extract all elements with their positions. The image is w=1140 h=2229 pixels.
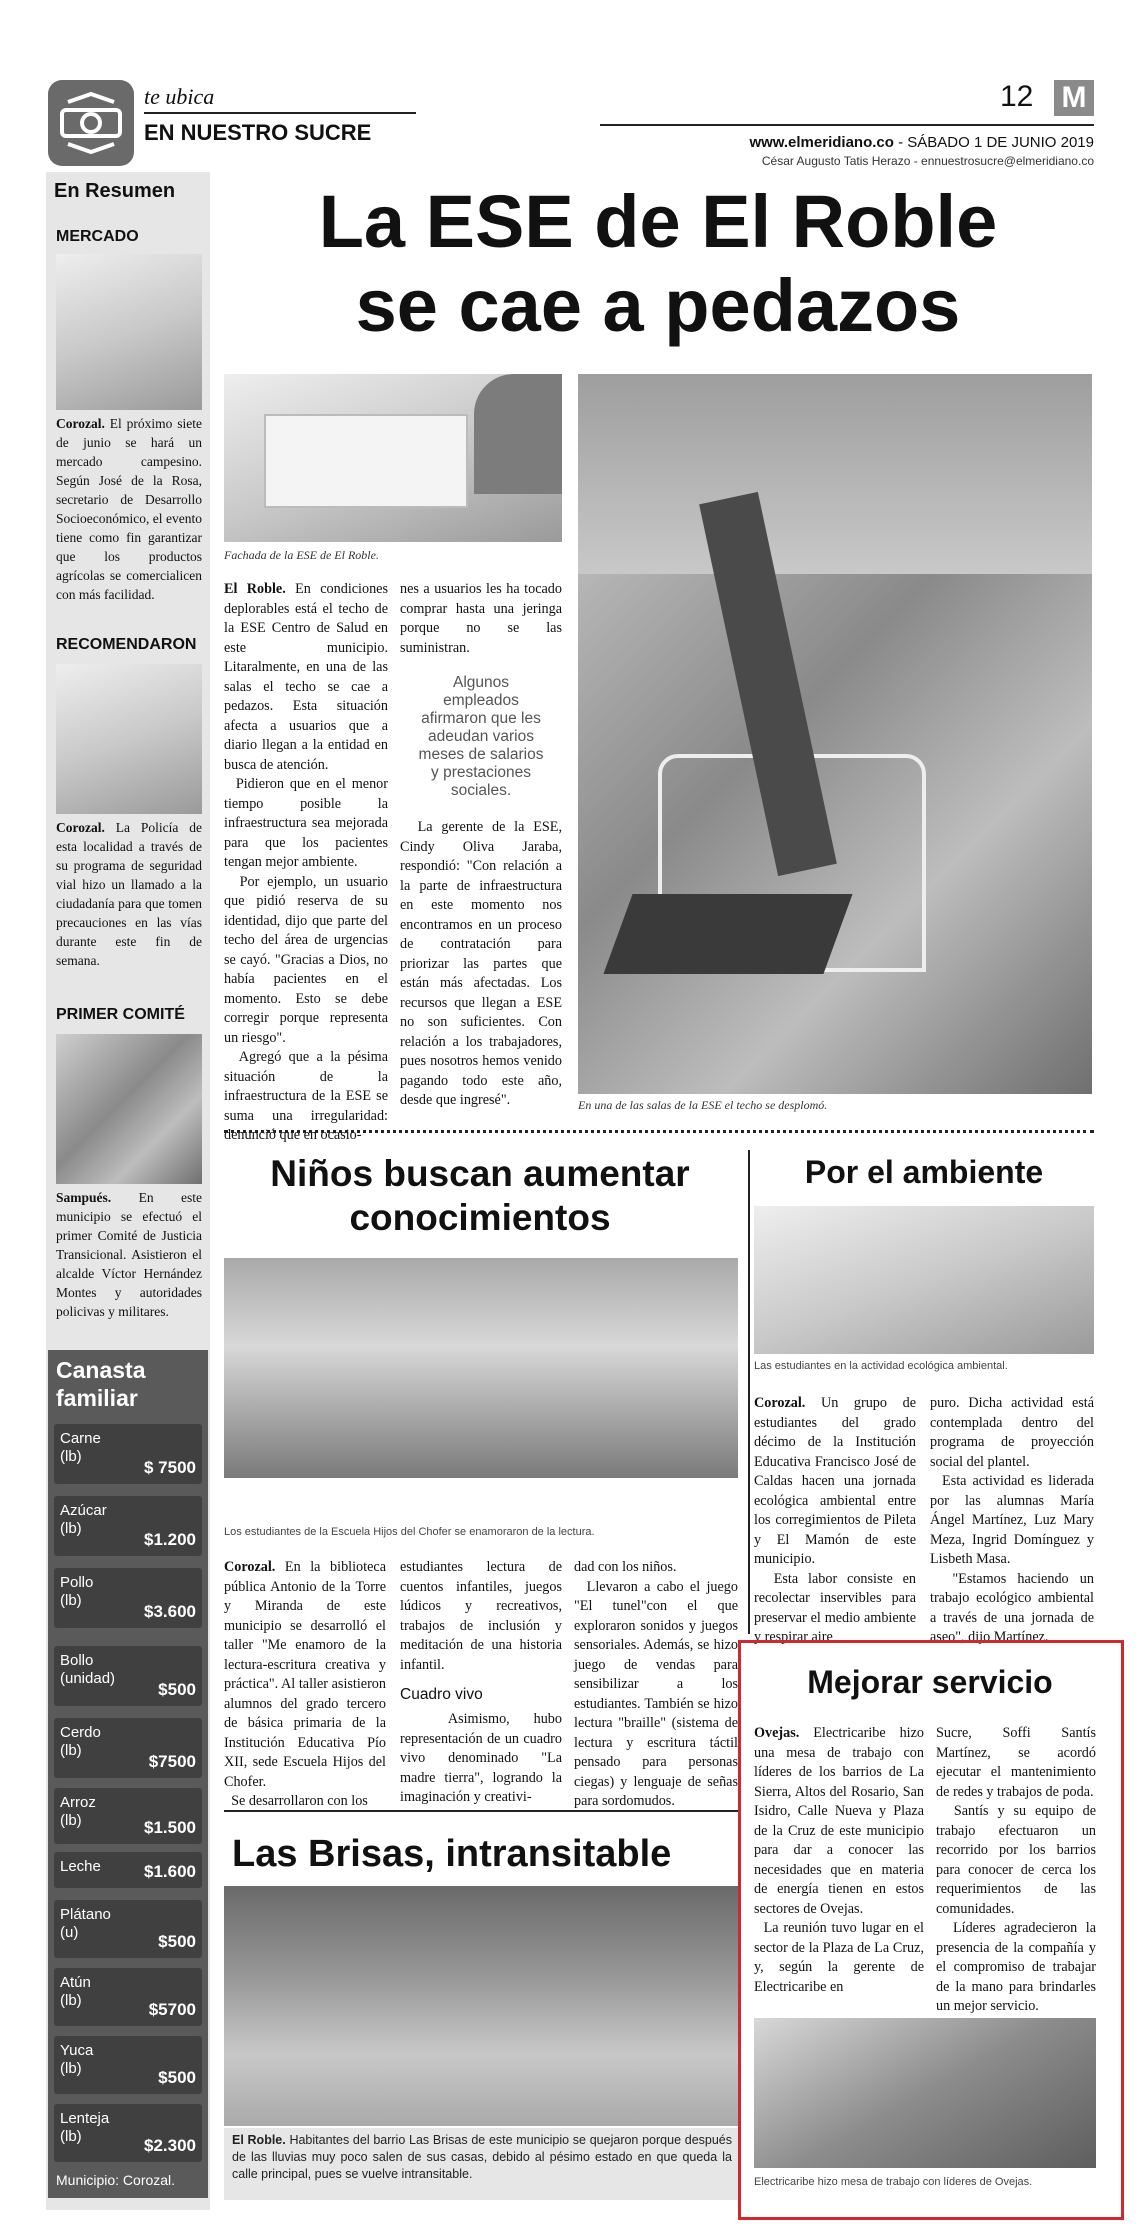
sidebar-heading: RECOMENDARON	[56, 636, 197, 653]
brisas-caption	[232, 2132, 732, 2183]
price-row: Cerdo (lb) $7500	[54, 1718, 202, 1778]
masthead-date	[560, 134, 1094, 151]
sidebar-heading: MERCADO	[56, 228, 139, 245]
pull-quote: Algunos empleados afirmaron que les adeudan varios meses de salarios y prestaciones sociales.	[418, 674, 544, 799]
photo-ninos	[224, 1258, 738, 1478]
site-url[interactable]: www.elmeridiano.co	[749, 134, 894, 151]
sidebar-body: En este municipio se efectuó el primer Comité de Justicia Transicional. Asistieron el alcalde Víctor Hernández Montes y autoridades policivas y militares.	[56, 1190, 202, 1319]
photo-brisas	[224, 1886, 738, 2126]
photo-fachada	[224, 374, 562, 542]
date-text: - SÁBADO 1 DE JUNIO 2019	[893, 134, 1094, 151]
article-column: estudiantes lectura de cuentos infantiles, juegos lúdicos y recreativos, trabajos de inclusión y meditación de una historia infantil.	[400, 1559, 562, 1673]
price-row: Atún (lb) $5700	[54, 1968, 202, 2026]
sidebar-body: La Policía de esta localidad a través de su programa de seguridad vial hizo un llamado a la ciudadanía para que tomen precauciones en las vías durante este fin de semana.	[56, 820, 202, 968]
price-row: Yuca (lb) $500	[54, 2036, 202, 2094]
section-logo-icon	[48, 80, 134, 166]
price-row: Arroz (lb) $1.500	[54, 1788, 202, 1844]
sidebar-title: En Resumen	[54, 180, 176, 202]
headline-line: se cae a pedazos	[355, 264, 961, 347]
headline-line: La ESE de El Roble	[318, 180, 998, 263]
photo-caption: Los estudiantes de la Escuela Hijos del Chofer se enamoraron de la lectura.	[224, 1526, 595, 1538]
caption-lead: El Roble.	[232, 2133, 286, 2147]
article-column: dad con los niños. Llevaron a cabo el juego "El tunel"con el que exploraron sonidos y juegos sensoriales. Además, se hizo juego de vendas para sensibilizar a los estudiantes. También se hizo lectura "braille" (sistema de lectura y escritura táctil pensado para personas ciegas) y lenguaje de señas para sordomudos.	[574, 1559, 738, 1809]
article-column: Corozal. Un grupo de estudiantes del grado décimo de la Institución Educativa Francisco José de Caldas hacen una jornada ecológica ambiental entre los corregimientos de Pileta y El Mamón de este municipio. Esta labor consiste en recolectar inservibles para preservar el medio ambiente y respirar aire	[754, 1395, 916, 1645]
article-column: El Roble. En condiciones deplorables está el techo de la ESE Centro de Salud en este municipio. Litaralmente, en una de las salas el techo se cae a pedazos. Esta situación afecta a usuarios que a diario llegan a la entidad en busca de atención. Pidieron que en el menor tiempo posible la infraestructura sea mejorada para que los pacientes tengan mejor ambiente. Por ejemplo, un usuario que pidió reserva de su identidad, dijo que parte del techo del área de urgencias se cayó. "Gracias a Dios, no había pacientes en el momento. Esto se debe corregir porque representa un riesgo". Agregó que a la pésima situación de la infraestructura de la ESE se suma una irregularidad: denunció que en ocasio-	[224, 581, 389, 1143]
photo-techo	[578, 374, 1092, 1094]
price-row: Plátano (u) $500	[54, 1900, 202, 1958]
servicio-headline: Mejorar servicio	[807, 1664, 1053, 1700]
photo-caption: En una de las salas de la ESE el techo se desplomó.	[578, 1098, 828, 1112]
canasta-title: Canasta familiar	[56, 1357, 146, 1411]
article-column: La gerente de la ESE, Cindy Oliva Jaraba, respondió: "Con relación a la parte de infraestructura en este momento nos encontramos en un proceso de contratación para priorizar las partes que están más afectadas. Los recursos que llegan a ESE no son suficientes. Con relación a los trabajadores, pues nosotros hemos venido pagando todo este año, desde que ingresé".	[400, 819, 562, 1108]
article-column: nes a usuarios les ha tocado comprar hasta una jeringa porque no se las suministran.	[400, 581, 562, 656]
section-title: EN NUESTRO SUCRE	[144, 120, 372, 145]
sidebar-body: El próximo siete de junio se hará un mercado campesino. Según José de la Rosa, secretario de Desarrollo Socioeconómico, el evento tiene como fin garantizar que los productos agrícolas se comercialicen con más facilidad.	[56, 416, 202, 602]
price-row: Lenteja (lb) $2.300	[54, 2104, 202, 2162]
sidebar	[54, 180, 204, 211]
article-column: Corozal. En la biblioteca pública Antonio de la Torre y Miranda de este municipio se desarrolló el taller "Me enamoro de la lectura-escritura creativa y práctica". Al taller asistieron alumnos del grado tercero de básica primaria de la Institución Educativa Pío XII, sede Escuela Hijos del Chofer. Se desarrollaron con los	[224, 1559, 386, 1809]
sidebar-photo-mercado	[56, 254, 202, 410]
sidebar-lead: Corozal.	[56, 416, 105, 431]
ambiente-headline: Por el ambiente	[804, 1154, 1044, 1190]
sidebar-photo-road	[56, 664, 202, 814]
price-row: Azúcar (lb) $1.200	[54, 1496, 202, 1556]
municipio-note: Municipio: Corozal.	[56, 2172, 176, 2188]
caption-body: Habitantes del barrio Las Brisas de este municipio se quejaron porque después de las lluvias muy poco salen de sus casas, debido al pésimo estado en que queda la calle principal, pues se vuelve intransitable.	[232, 2133, 732, 2181]
page-number: 12	[1000, 80, 1034, 113]
price-row: Carne (lb) $ 7500	[54, 1424, 202, 1484]
brisas-headline: Las Brisas, intransitable	[232, 1833, 672, 1875]
sidebar-lead: Sampués.	[56, 1190, 112, 1205]
sidebar-photo-comite	[56, 1034, 202, 1184]
price-row: Bollo (unidad) $500	[54, 1646, 202, 1706]
sidebar-heading: PRIMER COMITÉ	[56, 1006, 185, 1023]
price-row: Leche $1.600	[54, 1852, 202, 1888]
byline: César Augusto Tatis Herazo - ennuestrosucre@elmeridiano.co	[761, 154, 1094, 168]
photo-caption: Fachada de la ESE de El Roble.	[224, 548, 379, 562]
photo-caption: Las estudiantes en la actividad ecológica ambiental.	[754, 1360, 1008, 1372]
sidebar-item-text	[56, 818, 202, 970]
article-column: Sucre, Soffi Santís Martínez, se acordó ejecutar el mantenimiento de redes y trabajos de poda. Santís y su equipo de trabajo efectuaron un recorrido por los barrios para conocer de cerca los requerimientos de las comunidades. Líderes agradecieron la presencia de la compañía y el compromiso de trabajar de la mano para brindarles un mejor servicio.	[936, 1725, 1096, 2014]
article-column: puro. Dicha actividad está contemplada dentro del programa de proyección social del plantel. Esta actividad es liderada por las alumnas María Ángel Martínez, Luz Mary Meza, Ingrid Domínguez y Lisbeth Masa. "Estamos haciendo un trabajo ecológico ambiental a través de una jornada de aseo", dijo Martínez.	[930, 1395, 1094, 1645]
price-row: Pollo (lb) $3.600	[54, 1568, 202, 1628]
ninos-headline: Niños buscan aumentar conocimientos	[270, 1153, 690, 1238]
section-kicker: te ubica	[144, 84, 215, 109]
section-rule	[224, 1810, 738, 1812]
section-divider	[224, 1130, 1094, 1133]
article-column: Asimismo, hubo representación de un cuadro vivo denominado "La madre tierra", logrando la imaginación y creativi-	[400, 1711, 562, 1805]
column-rule	[748, 1150, 750, 1634]
photo-caption: Electricaribe hizo mesa de trabajo con líderes de Ovejas.	[754, 2176, 1033, 2188]
main-headline	[222, 180, 1094, 348]
brand-logo-icon: M	[1054, 80, 1094, 116]
photo-ambiente	[754, 1206, 1094, 1354]
sidebar-item-text	[56, 1188, 202, 1321]
subhead: Cuadro vivo	[400, 1686, 483, 1703]
sidebar-lead: Corozal.	[56, 820, 105, 835]
photo-servicio	[754, 2018, 1096, 2168]
article-column: Ovejas. Electricaribe hizo una mesa de trabajo con líderes de los barrios de La Sierra, Altos del Rosario, San Isidro, Calle Nueva y Plaza de la Cruz de este municipio para dar a conocer las necesidades que en materia de energía tienen en estos sectores de Ovejas. La reunión tuvo lugar en el sector de la Plaza de La Cruz, y, según la gerente de Electricaribe en	[754, 1725, 924, 1995]
sidebar-item-text	[56, 414, 202, 604]
